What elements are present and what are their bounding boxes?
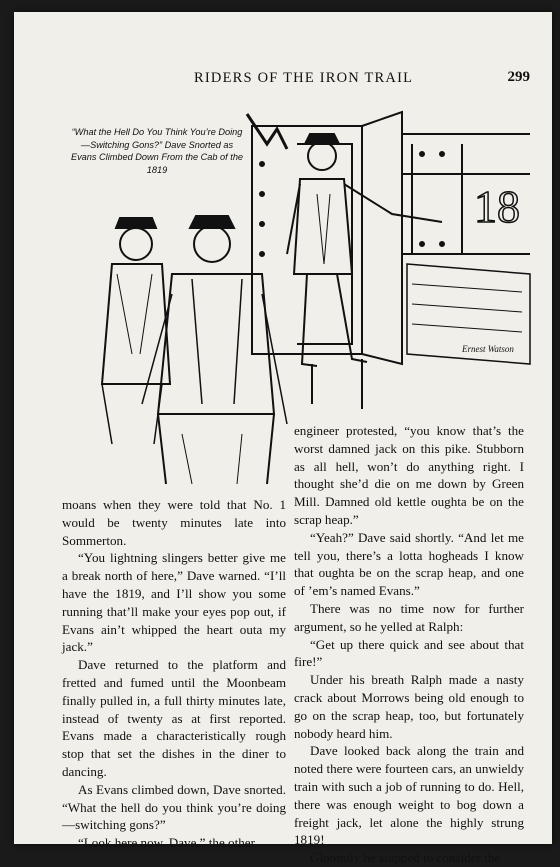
cab-number: 18 xyxy=(474,181,520,232)
center-man-head xyxy=(194,226,230,262)
illustration-caption: “What the Hell Do You Think You’re Doing—Switching Gons?” Dave Snorted as Evans Climbed Down From the Cab of the 1819 xyxy=(70,127,244,175)
left-man-head xyxy=(120,228,152,260)
running-title: RIDERS OF THE IRON TRAIL xyxy=(194,70,414,86)
right-column xyxy=(294,422,524,867)
left-column xyxy=(62,496,286,852)
paragraph: “You lightning slingers better give me a break north of here,” Dave warned. “I’ll have the 1819, and I’ll show you some running that’ll make your eyes pop out, if Evans ain’t whipped the heart outa my jack.” xyxy=(62,550,286,655)
artist-signature: Ernest Watson xyxy=(462,344,514,354)
paragraph: Dave returned to the platform and fretted and fumed until the Moonbeam finally pulled in, a full thirty minutes late, instead of twenty as at first reported. Evans made a characteristically rough stop that set the dishes in the diner to dancing. xyxy=(62,657,286,779)
running-header xyxy=(14,70,552,90)
magazine-page xyxy=(14,12,552,866)
paragraph: “Yeah?” Dave said shortly. “And let me tell you, there’s a lotta hogheads I know that oughta be on the scrap heap, and one of ’em’s named Evans.” xyxy=(294,529,524,599)
paragraph: “Look here now, Dave,” the other xyxy=(78,835,255,851)
engineer-head xyxy=(308,142,336,170)
paragraph: engineer protested, “you know that’s the worst damned jack on this pike. Stubborn as all hell, won’t do anything right. I thought she’d die on me down by Green Mill. Damned old kettle oughta be on the scrap heap.” xyxy=(294,423,524,527)
paragraph: There was no time now for further argument, so he yelled at Ralph: xyxy=(294,600,524,634)
page-number: 299 xyxy=(507,69,530,85)
paragraph: moans when they were told that No. 1 would be twenty minutes late into Sommerton. xyxy=(62,497,286,548)
paragraph: “Get up there quick and see about that fire!” xyxy=(294,636,524,670)
paragraph: Dave looked back along the train and noted there were fourteen cars, an unwieldy train with such a job of running to do. Hell, there was enough weight to bog down a freight jack, let alone the highly strung 1819! xyxy=(294,743,524,848)
paragraph: Gloomily he stopped to consider the xyxy=(310,850,501,866)
paragraph: Under his breath Ralph made a nasty crack about Morrows being old enough to go on the scrap heap, too, but fortunately nobody heard him. xyxy=(294,672,524,741)
paragraph: As Evans climbed down, Dave snorted. “What the hell do you think you’re doing—switching gons?” xyxy=(62,781,286,833)
